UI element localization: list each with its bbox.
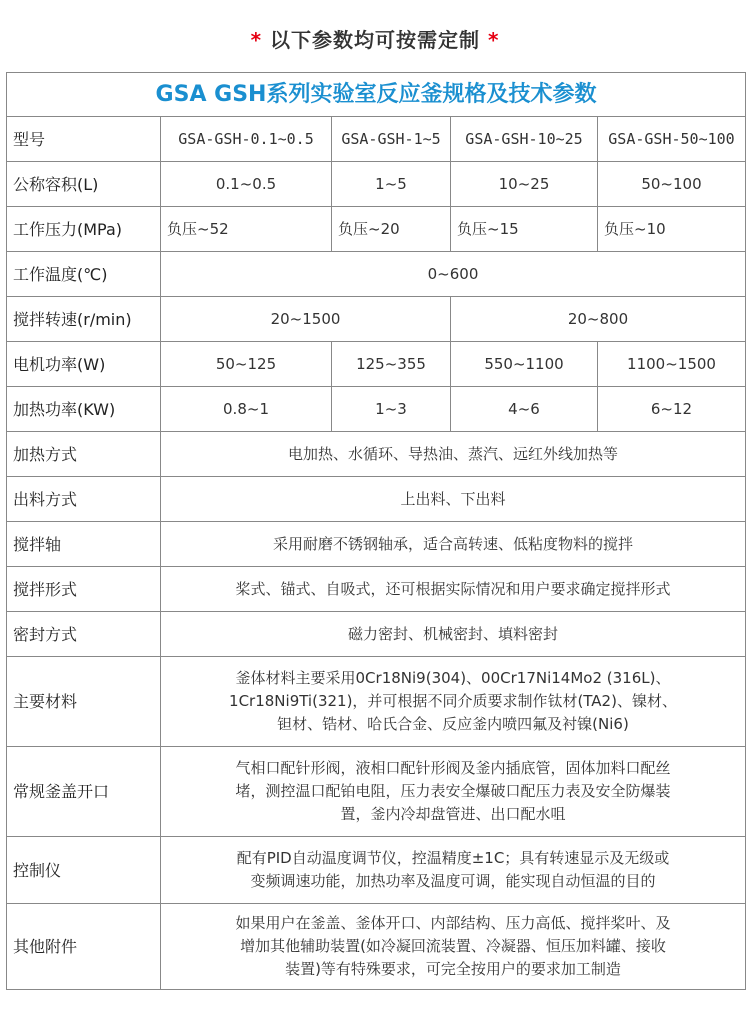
table-cell: 550~1100 [451,342,598,387]
row-label-shaft: 搅拌轴 [7,522,161,567]
table-cell: 0~600 [161,252,746,297]
table-row [7,387,746,432]
table-row [7,747,746,837]
row-label-model: 型号 [7,117,161,162]
row-label-motor-power: 电机功率(W) [7,342,161,387]
row-label-volume: 公称容积(L) [7,162,161,207]
table-cell: 负压~15 [451,207,598,252]
notice-star-left: * [250,28,263,52]
table-cell: GSA-GSH-50~100 [598,117,746,162]
accessories-line: 装置)等有特殊要求，可完全按用户的要求加工制造 [285,960,621,978]
table-cell: 1~3 [332,387,451,432]
table-cell: 20~800 [451,297,746,342]
table-row [7,252,746,297]
table-cell: GSA-GSH-0.1~0.5 [161,117,332,162]
row-label-heating-power: 加热功率(KW) [7,387,161,432]
table-cell: 电加热、水循环、导热油、蒸汽、远红外线加热等 [161,432,746,477]
table-row [7,657,746,747]
table-cell [161,904,746,990]
table-row [7,117,746,162]
row-label-temperature: 工作温度(℃) [7,252,161,297]
table-cell: 采用耐磨不锈钢轴承，适合高转速、低粘度物料的搅拌 [161,522,746,567]
row-label-seal: 密封方式 [7,612,161,657]
accessories-line: 如果用户在釜盖、釜体开口、内部结构、压力高低、搅拌桨叶、及 [235,914,671,932]
table-cell: 50~100 [598,162,746,207]
table-cell: 负压~52 [161,207,332,252]
table-cell: 负压~10 [598,207,746,252]
table-row [7,612,746,657]
notice-star-right: * [487,28,500,52]
notice-text: 以下参数均可按需定制 [262,28,488,52]
row-label-accessories: 其他附件 [7,904,161,990]
material-line: 钽材、锆材、哈氏合金、反应釜内喷四氟及衬镍(Ni6) [277,715,629,733]
material-line: 釜体材料主要采用0Cr18Ni9(304)、00Cr17Ni14Mo2 (316L)、 [235,669,671,687]
row-label-stir-form: 搅拌形式 [7,567,161,612]
table-row [7,207,746,252]
table-row [7,297,746,342]
table-row [7,477,746,522]
controller-line: 配有PID自动温度调节仪，控温精度±1C；具有转速显示及无级或 [236,849,670,867]
spec-table [6,72,746,990]
table-cell: 0.8~1 [161,387,332,432]
material-line: 1Cr18Ni9Ti(321)，并可根据不同介质要求制作钛材(TA2)、镍材、 [229,692,677,710]
table-row [7,837,746,904]
row-label-pressure: 工作压力(MPa) [7,207,161,252]
row-label-lid: 常规釜盖开口 [7,747,161,837]
table-cell: 桨式、锚式、自吸式，还可根据实际情况和用户要求确定搅拌形式 [161,567,746,612]
row-label-speed: 搅拌转速(r/min) [7,297,161,342]
lid-line: 气相口配针形阀，液相口配针形阀及釜内插底管，固体加料口配丝 [235,759,671,777]
table-cell: 4~6 [451,387,598,432]
table-cell: 10~25 [451,162,598,207]
table-cell: 125~355 [332,342,451,387]
table-cell: GSA-GSH-10~25 [451,117,598,162]
table-row [7,432,746,477]
table-cell: 1100~1500 [598,342,746,387]
table-cell: GSA-GSH-1~5 [332,117,451,162]
controller-line: 变频调速功能，加热功率及温度可调，能实现自动恒温的目的 [250,872,656,890]
table-cell [161,657,746,747]
row-label-heating-method: 加热方式 [7,432,161,477]
table-title-row [7,73,746,117]
table-cell: 磁力密封、机械密封、填料密封 [161,612,746,657]
accessories-line: 增加其他辅助装置(如冷凝回流装置、冷凝器、恒压加料罐、接收 [240,937,666,955]
table-row [7,342,746,387]
lid-line: 置，釜内冷却盘管进、出口配水咀 [340,805,566,823]
table-row [7,522,746,567]
table-cell: 1~5 [332,162,451,207]
row-label-controller: 控制仪 [7,837,161,904]
row-label-material: 主要材料 [7,657,161,747]
table-title: GSA GSH系列实验室反应釜规格及技术参数 [7,73,746,117]
table-cell: 20~1500 [161,297,451,342]
table-row [7,904,746,990]
table-cell: 上出料、下出料 [161,477,746,522]
table-row [7,567,746,612]
customization-notice [0,24,750,53]
table-cell: 6~12 [598,387,746,432]
row-label-discharge: 出料方式 [7,477,161,522]
table-row [7,162,746,207]
table-cell [161,747,746,837]
table-cell: 50~125 [161,342,332,387]
table-cell [161,837,746,904]
lid-line: 堵，测控温口配铂电阻，压力表安全爆破口配压力表及安全防爆装 [235,782,671,800]
table-cell: 0.1~0.5 [161,162,332,207]
table-cell: 负压~20 [332,207,451,252]
